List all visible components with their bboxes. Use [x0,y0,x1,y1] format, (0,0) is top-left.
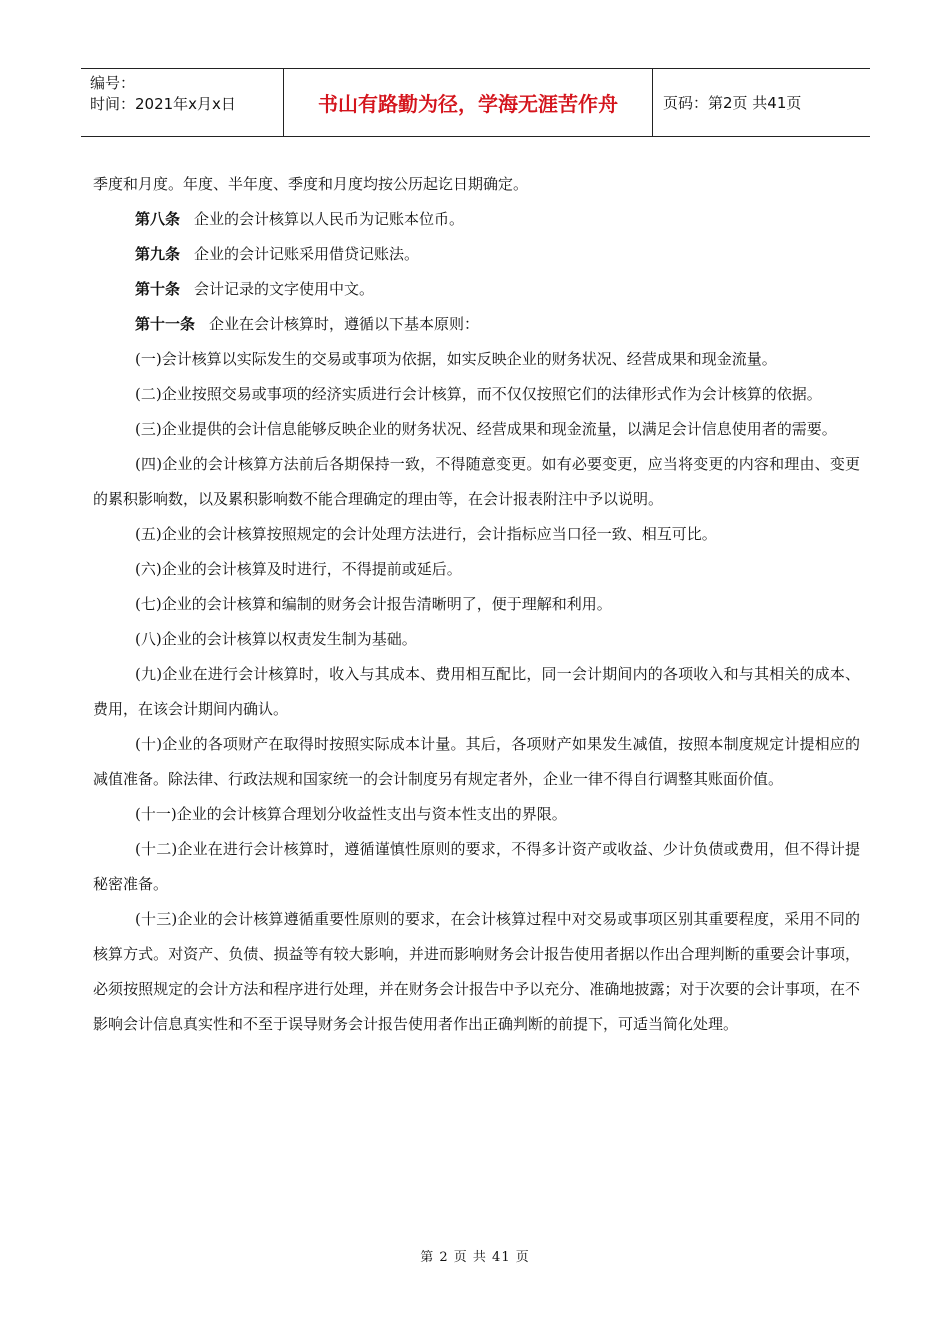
paragraph-text: 企业在会计核算时，遵循以下基本原则： [209,315,480,333]
paragraph-text: 企业的会计核算以人民币为记账本位币。 [194,210,465,228]
paragraph-text: 季度和月度。年度、半年度、季度和月度均按公历起讫日期确定。 [93,175,529,193]
principle-paragraph: (十)企业的各项财产在取得时按照实际成本计量。其后，各项财产如果发生减值，按照本制度规定计提相应的减值准备。除法律、行政法规和国家统一的会计制度另有规定者外，企业一律不得自行调整其账面价值。 [93,735,860,788]
article-paragraph [93,237,860,272]
principle-paragraph: (九)企业在进行会计核算时，收入与其成本、费用相互配比，同一会计期间内的各项收入和与其相关的成本、费用，在该会计期间内确认。 [93,665,860,718]
principle-paragraph: (八)企业的会计核算以权责发生制为基础。 [135,630,417,648]
header-page-info: 页码：第2页 共41页 [663,94,802,112]
paragraph [93,167,860,202]
document-header [81,68,870,137]
article-number: 第九条 [135,245,181,263]
header-meta [81,69,284,136]
article-paragraph [93,307,860,342]
page-footer: 第 2 页 共 41 页 [420,1250,530,1265]
article-paragraph [93,202,860,237]
article-number: 第十条 [135,280,181,298]
paragraph-text: 会计记录的文字使用中文。 [194,280,375,298]
header-motto: 书山有路勤为径，学海无涯苦作舟 [284,69,653,136]
principle-paragraph: (五)企业的会计核算按照规定的会计处理方法进行，会计指标应当口径一致、相互可比。 [135,525,717,543]
article-number: 第十一条 [135,315,196,333]
principle-paragraph: (一)会计核算以实际发生的交易或事项为依据，如实反映企业的财务状况、经营成果和现金流量。 [135,350,777,368]
principle-paragraph: (四)企业的会计核算方法前后各期保持一致，不得随意变更。如有必要变更，应当将变更的内容和理由、变更的累积影响数，以及累积影响数不能合理确定的理由等，在会计报表附注中予以说明。 [93,455,860,508]
document-date: 时间：2021年x月x日 [90,95,236,113]
document-body [93,167,860,1042]
principle-paragraph: (十一)企业的会计核算合理划分收益性支出与资本性支出的界限。 [135,805,567,823]
principle-paragraph: (三)企业提供的会计信息能够反映企业的财务状况、经营成果和现金流量，以满足会计信息使用者的需要。 [135,420,837,438]
article-paragraph [93,272,860,307]
principle-paragraph: (七)企业的会计核算和编制的财务会计报告清晰明了，便于理解和利用。 [135,595,612,613]
principle-paragraph: (十二)企业在进行会计核算时，遵循谨慎性原则的要求，不得多计资产或收益、少计负债或费用，但不得计提秘密准备。 [93,840,860,893]
paragraph-text: 企业的会计记账采用借贷记账法。 [194,245,420,263]
principle-paragraph: (二)企业按照交易或事项的经济实质进行会计核算，而不仅仅按照它们的法律形式作为会计核算的依据。 [135,385,822,403]
principle-paragraph: (六)企业的会计核算及时进行，不得提前或延后。 [135,560,462,578]
document-number-label: 编号： [90,74,136,92]
article-number: 第八条 [135,210,181,228]
principle-paragraph: (十三)企业的会计核算遵循重要性原则的要求，在会计核算过程中对交易或事项区别其重要程度，采用不同的核算方式。对资产、负债、损益等有较大影响，并进而影响财务会计报告使用者据以作出合理判断的重要会计事项，必须按照规定的会计方法和程序进行处理，并在财务会计报告中予以充分、准确地披露；对于次要的会计事项，在不影响会计信息真实性和不至于误导财务会计报告使用者作出正确判断的前提下，可适当简化处理。 [93,910,860,1033]
